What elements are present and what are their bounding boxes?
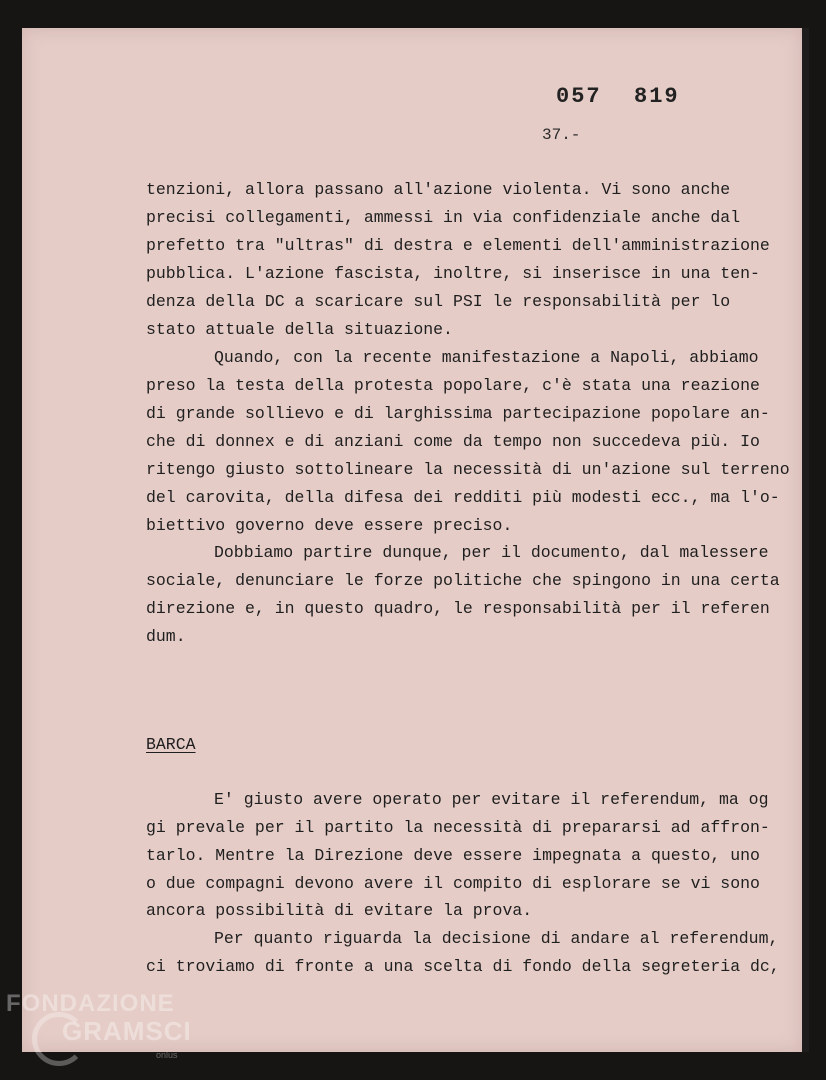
text-line: del carovita, della difesa dei redditi più modesti ecc., ma l'o- — [146, 488, 780, 507]
watermark-sub: onlus — [156, 1050, 178, 1060]
text-line: ancora possibilità di evitare la prova. — [146, 901, 533, 920]
text-line: E' giusto avere operato per evitare il referendum, ma og — [214, 790, 769, 809]
text-line: biettivo governo deve essere preciso. — [146, 516, 513, 535]
text-line: denza della DC a scaricare sul PSI le responsabilità per lo — [146, 292, 731, 311]
watermark-line2: GRAMSCI — [62, 1016, 192, 1046]
text-line: Dobbiamo partire dunque, per il documento, dal malessere — [214, 543, 769, 562]
archive-stamp-left: 057 — [556, 84, 602, 109]
text-line: direzione e, in questo quadro, le responsabilità per il referen — [146, 599, 770, 618]
text-line: dum. — [146, 627, 186, 646]
text-line: ci troviamo di fronte a una scelta di fondo della segreteria dc, — [146, 957, 780, 976]
text-line: stato attuale della situazione. — [146, 320, 453, 339]
text-line: Per quanto riguarda la decisione di andare al referendum, — [214, 929, 779, 948]
text-line: o due compagni devono avere il compito di esplorare se vi sono — [146, 874, 760, 893]
text-line: gi prevale per il partito la necessità di prepararsi ad affron- — [146, 818, 770, 837]
page-edge — [802, 28, 809, 1052]
text-line: pubblica. L'azione fascista, inoltre, si inserisce in una ten- — [146, 264, 760, 283]
page-number: 37.- — [542, 126, 581, 144]
fondazione-gramsci-watermark — [6, 990, 206, 1072]
text-line: che di donnex e di anziani come da tempo non succedeva più. Io — [146, 432, 760, 451]
text-line: preso la testa della protesta popolare, c'è stata una reazione — [146, 376, 760, 395]
text-line: di grande sollievo e di larghissima partecipazione popolare an- — [146, 404, 770, 423]
speaker-heading: BARCA — [146, 735, 196, 754]
text-line: ritengo giusto sottolineare la necessità di un'azione sul terreno — [146, 460, 790, 479]
text-line: Quando, con la recente manifestazione a Napoli, abbiamo — [214, 348, 759, 367]
archive-stamp-right: 819 — [634, 84, 680, 109]
text-line: prefetto tra "ultras" di destra e elementi dell'amministrazione — [146, 236, 770, 255]
watermark-line1: FONDAZIONE — [6, 990, 175, 1017]
text-line: tenzioni, allora passano all'azione violenta. Vi sono anche — [146, 180, 731, 199]
text-line: precisi collegamenti, ammessi in via confidenziale anche dal — [146, 208, 741, 227]
text-line: sociale, denunciare le forze politiche che spingono in una certa — [146, 571, 780, 590]
text-line: tarlo. Mentre la Direzione deve essere impegnata a questo, uno — [146, 846, 760, 865]
